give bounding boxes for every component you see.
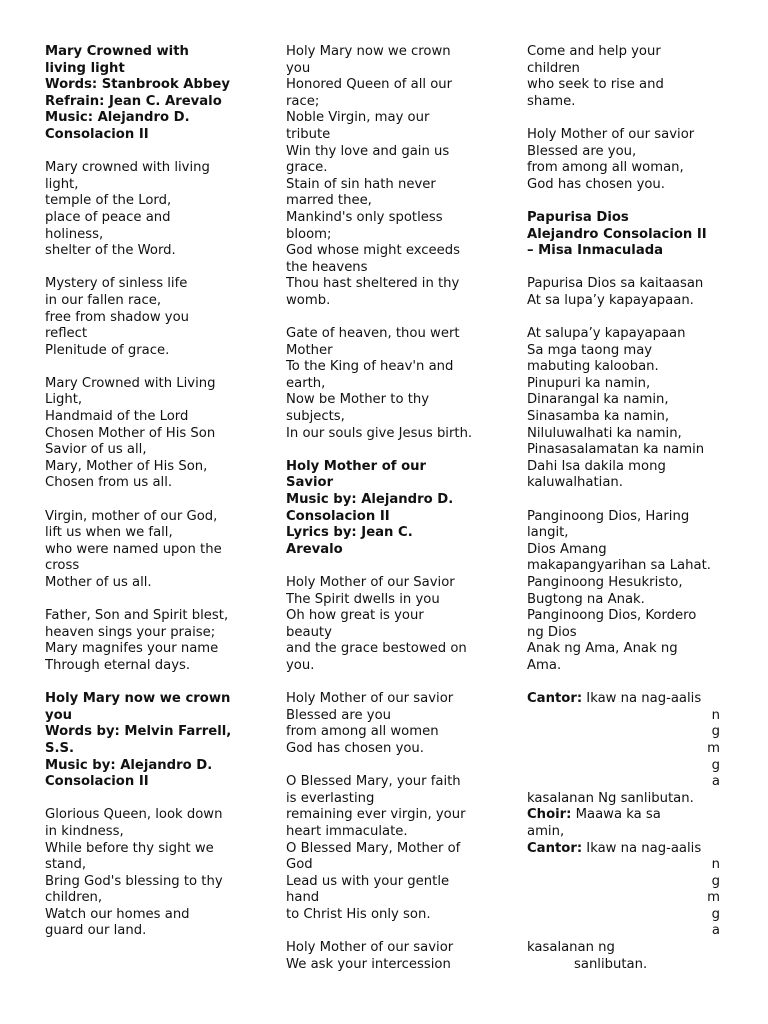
vertical-letters: [527, 708, 752, 791]
song-title: Papurisa Dios Alejandro Consolacion II – Misa Inmaculada: [527, 209, 707, 259]
vertical-letter: m: [707, 890, 720, 906]
verse: Gate of heaven, thou wert Mother To the King of heav'n and earth, Now be Mother to thy subjects, In our souls give Jesus birth.: [286, 326, 473, 441]
vertical-letter: a: [711, 923, 720, 939]
verse-line: kasalanan Ng sanlibutan.: [527, 790, 694, 806]
verse-line: sanlibutan.: [574, 956, 648, 972]
vertical-letter: g: [711, 724, 720, 740]
column-1: [45, 44, 260, 940]
verse: Glorious Queen, look down in kindness, While before thy sight we stand, Bring God's blessing to thy children, Watch our homes and guard our land.: [45, 807, 223, 939]
verse: Father, Son and Spirit blest, heaven sings your praise; Mary magnifes your name Through eternal days.: [45, 608, 229, 673]
verse: Panginoong Dios, Haring langit, Dios Amang makapangyarihan sa Lahat. Panginoong Hesukristo, Bugtong na Anak. Panginoong Dios, Kordero ng Dios Anak ng Ama, Anak ng Ama.: [527, 508, 711, 673]
song-title: Mary Crowned with living light Words: Stanbrook Abbey Refrain: Jean C. Arevalo Music: Alejandro D. Consolacion II: [45, 44, 230, 142]
cantor-text: Ikaw na nag-aalis: [582, 691, 702, 707]
verse: Holy Mother of our savior We ask your intercession: [286, 940, 454, 972]
choir-label: Choir:: [527, 807, 572, 823]
choir-line: [527, 807, 752, 840]
verse: Virgin, mother of our God, lift us when we fall, who were named upon the cross Mother of us all.: [45, 508, 222, 590]
vertical-letter: m: [707, 740, 720, 756]
verse: Mary crowned with living light, temple of the Lord, place of peace and holiness, shelter of the Word.: [45, 160, 210, 259]
verse: Holy Mother of our Savior The Spirit dwells in you Oh how great is your beauty and the grace bestowed on you.: [286, 575, 467, 673]
verse: Holy Mary now we crown you Honored Queen of all our race; Noble Virgin, may our tribute Win thy love and gain us grace. Stain of sin hath never marred thee, Mankind's only spotless bloom; God whose might exceeds the heavens Thou hast sheltered in thy womb.: [286, 44, 461, 308]
vertical-letter: g: [711, 757, 720, 773]
song-title: Holy Mary now we crown you Words by: Melvin Farrell, S.S. Music by: Alejandro D. Consolacion II: [45, 691, 232, 790]
choir-text: Maawa ka sa amin,: [527, 807, 661, 839]
verse: Mary Crowned with Living Light, Handmaid of the Lord Chosen Mother of His Son Savior of us all, Mary, Mother of His Son, Chosen from us all.: [45, 375, 216, 491]
vertical-letters: [527, 857, 752, 940]
vertical-letter: n: [711, 707, 720, 723]
column-2: [286, 44, 501, 973]
cantor-line: [527, 841, 752, 858]
cantor-text: Ikaw na nag-aalis: [582, 840, 702, 856]
vertical-letter: a: [711, 774, 720, 790]
cantor-line: [527, 691, 752, 708]
vertical-letter: g: [711, 906, 720, 922]
cantor-label: Cantor:: [527, 691, 583, 707]
column-3: [527, 44, 752, 973]
verse: Papurisa Dios sa kaitaasan At sa lupa’y kapayapaan.: [527, 276, 704, 308]
verse: Holy Mother of our savior Blessed are you, from among all woman, God has chosen you.: [527, 126, 695, 192]
verse: Holy Mother of our savior Blessed are you from among all women God has chosen you.: [286, 691, 454, 756]
song-title: Holy Mother of our Savior Music by: Alejandro D. Consolacion II Lyrics by: Jean C. Arevalo: [286, 458, 454, 557]
verse: At salupa’y kapayapaan Sa mga taong may mabuting kalooban. Pinupuri ka namin, Dinarangal ka namin, Sinasamba ka namin, Niluluwalhati ka namin, Pinasasalamatan ka namin Dahi Isa dakila mong kaluwalhatian.: [527, 326, 705, 491]
verse: Come and help your children who seek to rise and shame.: [527, 44, 664, 109]
vertical-letter: g: [711, 873, 720, 889]
cantor-label: Cantor:: [527, 840, 583, 856]
vertical-letter: n: [711, 857, 720, 873]
verse-line: kasalanan ng: [527, 940, 615, 956]
verse: O Blessed Mary, your faith is everlasting remaining ever virgin, your heart immaculate. O Blessed Mary, Mother of God Lead us with your gentle hand to Christ His only son.: [286, 774, 466, 922]
verse: Mystery of sinless life in our fallen race, free from shadow you reflect Plenitude of grace.: [45, 276, 190, 358]
